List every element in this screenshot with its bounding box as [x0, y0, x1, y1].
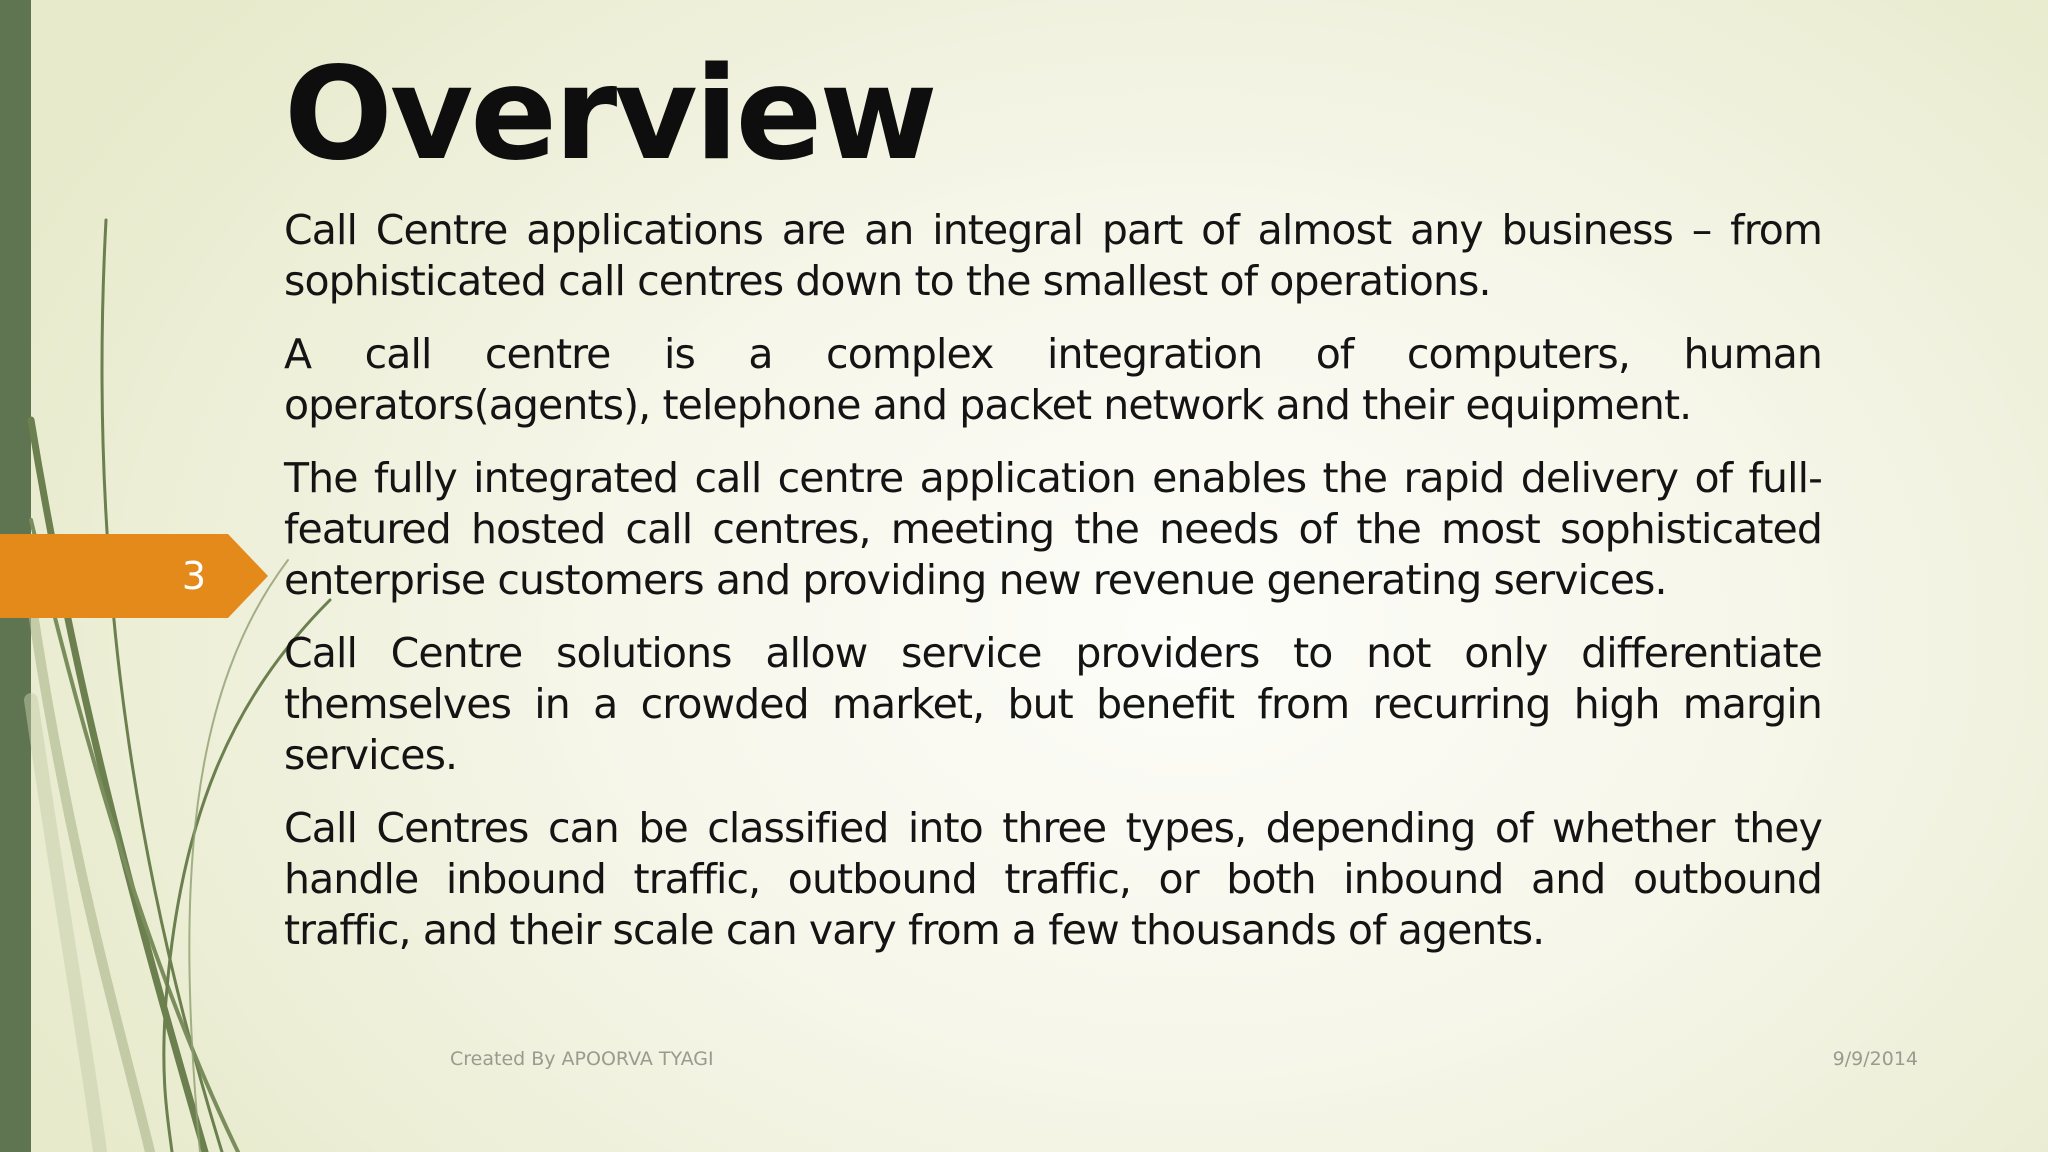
- paragraph-5: Call Centres can be classified into three types, depending of whether they handle inbound traffic, outbound traffic, or both inbound and outbound traffic, and their scale can vary from a few thousands of agents.: [284, 804, 1822, 954]
- footer-author: Created By APOORVA TYAGI: [450, 1048, 714, 1070]
- slide-body: [284, 205, 1822, 978]
- footer-date: 9/9/2014: [1832, 1048, 1918, 1070]
- slide-number-tab: [0, 534, 268, 618]
- paragraph-2: A call centre is a complex integration of computers, human operators(agents), telephone and packet network and their equipment.: [284, 330, 1822, 429]
- slide-title: Overview: [284, 40, 935, 189]
- paragraph-3: The fully integrated call centre application enables the rapid delivery of full-featured hosted call centres, meeting the needs of the most sophisticated enterprise customers and providing new revenue generating services.: [284, 454, 1822, 604]
- paragraph-1: Call Centre applications are an integral part of almost any business – from sophisticated call centres down to the smallest of operations.: [284, 206, 1822, 305]
- slide-number: 3: [181, 554, 207, 598]
- paragraph-4: Call Centre solutions allow service providers to not only differentiate themselves in a crowded market, but benefit from recurring high margin services.: [284, 629, 1822, 779]
